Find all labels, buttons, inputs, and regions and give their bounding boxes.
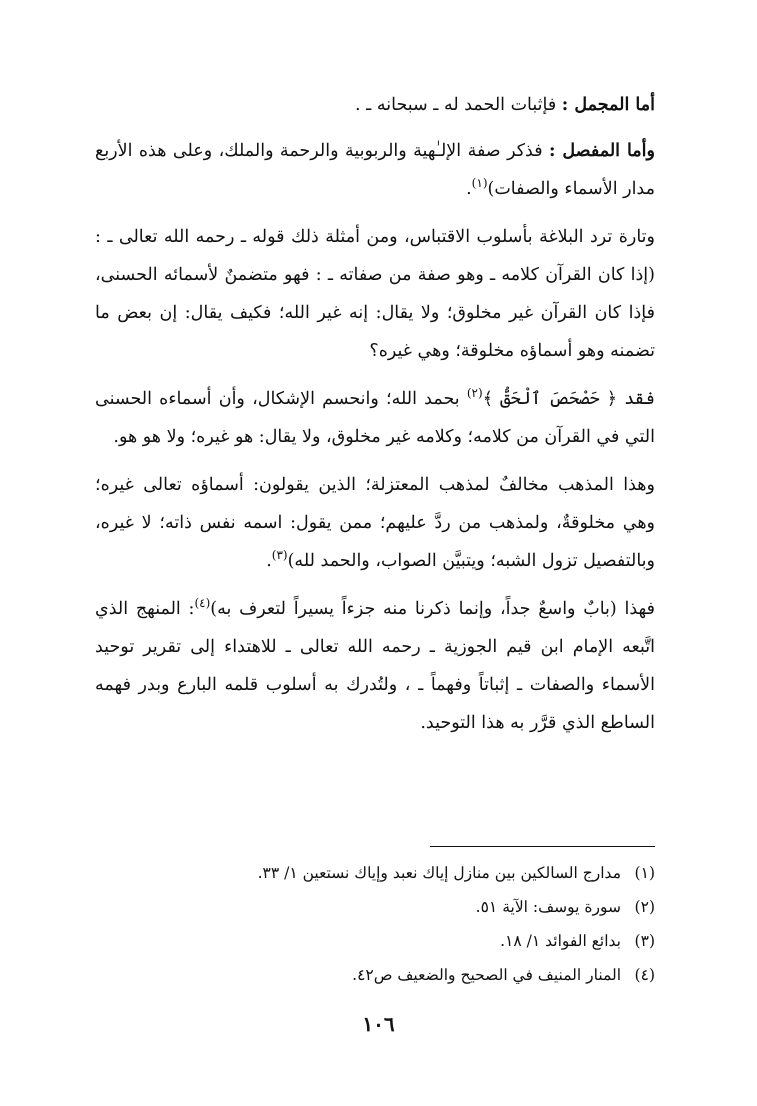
page-number: ١٠٦ [362,1012,395,1036]
paragraph-text-before: فقد ﴿ حَصْحَصَ ٱلْحَقُّ ﴾ [482,389,656,409]
footnote-number: (٤) [634,966,655,984]
paragraph-text: فإثبات الحمد له ـ سبحانه ـ . [355,95,562,115]
footnote-number: (٢) [634,898,655,916]
paragraph-detailed [95,132,655,208]
footnote-ref: (٤) [194,596,211,611]
paragraph-tail: . [266,551,272,571]
footnote-item [95,856,655,890]
paragraph-general [95,86,655,124]
paragraph-text: بحمد الله؛ وانحسم الإشكال، وأن أسماءه الحسنى التي في القرآن من كلامه؛ وكلامه غير مخلوق، ولا يقال: هو غيره؛ ولا هو هو. [95,389,655,447]
lead-term: وأما المفصل : [549,141,655,161]
paragraph-quotation [95,218,655,370]
paragraph-text: فذكر صفة الإلـٰهية والربوبية والرحمة والملك، وعلى هذه الأربع مدار الأسماء والصفات) [95,141,655,199]
footnote-ref: (٢) [466,386,483,401]
paragraph-text: وتارة ترد البلاغة بأسلوب الاقتباس، ومن أمثلة ذلك قوله ـ رحمه الله تعالى ـ : (إذا كان القرآن كلامه ـ وهو صفة من صفاته ـ : فهو متضمنٌ لأسمائه الحسنى، فإذا كان القرآن غير مخلوق؛ ولا يقال: إنه غير الله؛ فكيف يقال: إن بعض ما تضمنه وهو أسماؤه مخلوقة؛ وهي غيره؟ [95,227,655,361]
footnotes [95,856,655,992]
lead-term: أما المجمل : [561,95,655,115]
paragraph-tail: . [466,179,472,199]
footnote-ref: (٣) [271,548,288,563]
footnote-text: سورة يوسف: الآية ٥١. [475,898,621,916]
footnote-divider [430,846,655,847]
footnote-item [95,890,655,924]
footnote-number: (٣) [634,932,655,950]
paragraph-text: فهذا (بابٌ واسعٌ جداً، وإنما ذكرنا منه جزءاً يسيراً لتعرف به) [210,599,655,619]
footnote-number: (١) [634,864,655,882]
footnote-item [95,958,655,992]
paragraph-quran-citation [95,380,655,456]
footnote-ref: (١) [471,176,488,191]
body-text [95,86,655,752]
paragraph-mutazila [95,466,655,580]
paragraph-conclusion [95,590,655,742]
paragraph-tail: : المنهج الذي اتَّبعه الإمام ابن قيم الجوزية ـ رحمه الله تعالى ـ للاهتداء إلى تقرير توحيد الأسماء والصفات ـ إثباتاً وفهماً ـ ، ولتُدرك به أسلوب قلمه البارع وبدر فهمه الساطع الذي قرَّر به هذا التوحيد. [95,599,655,733]
footnote-item [95,924,655,958]
footnote-text: مدارج السالكين بين منازل إياك نعبد وإياك نستعين ١/ ٣٣. [257,864,621,882]
footnote-text: بدائع الفوائد ١/ ١٨. [500,932,621,950]
footnote-text: المنار المنيف في الصحيح والضعيف ص٤٢. [352,966,621,984]
paragraph-text: وهذا المذهب مخالفٌ لمذهب المعتزلة؛ الذين يقولون: أسماؤه تعالى غيره؛ وهي مخلوقةٌ، ولمذهب من ردَّ عليهم؛ ممن يقول: اسمه نفس ذاته؛ لا غيره، وبالتفصيل تزول الشبه؛ ويتبيَّن الصواب، والحمد لله) [95,475,655,571]
